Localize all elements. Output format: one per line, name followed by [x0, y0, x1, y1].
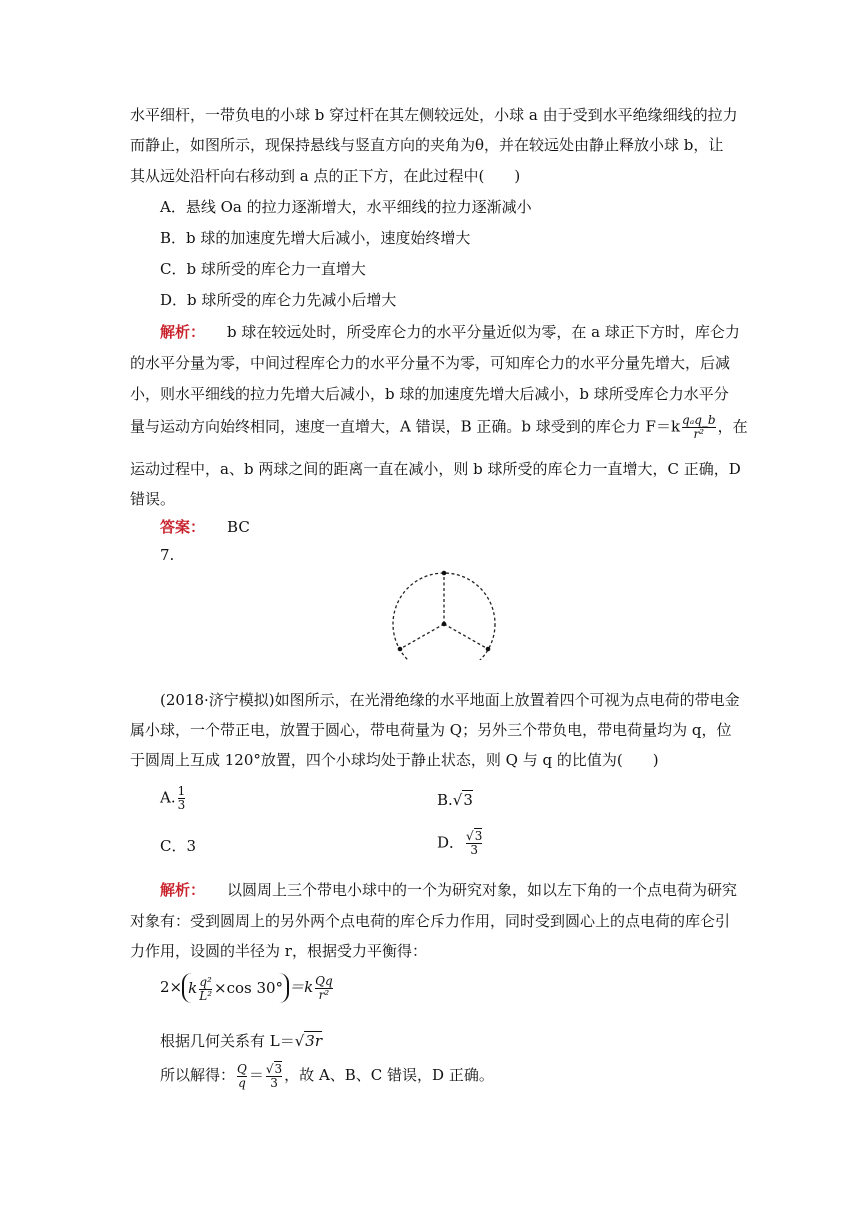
answer-label: 答案： — [160, 518, 206, 536]
eq-cos: ×cos 30° — [214, 979, 284, 997]
q6-option-c: C．b 球所受的库仑力一直增大 — [160, 260, 366, 278]
q7-option-b-value: 3 — [463, 791, 473, 809]
q6-stem-line-3: 其从远处沿杆向右移动到 a 点的正下方，在此过程中( ) — [130, 167, 521, 185]
solve-num-1: Q — [237, 1061, 247, 1076]
coulomb-numerator: qₐq_b — [682, 413, 716, 427]
eq-equals-k: ＝k — [289, 978, 314, 996]
q7-equation — [160, 972, 335, 1003]
solve-suffix: ，故 A、B、C 错误，D 正确。 — [284, 1066, 494, 1084]
q6-analysis-line-6: 错误。 — [130, 490, 176, 508]
charge-circle-diagram — [385, 565, 505, 660]
q6-option-b: B．b 球的加速度先增大后减小，速度始终增大 — [160, 229, 471, 247]
geom-value: 3r — [305, 1032, 323, 1050]
charge-top — [442, 571, 447, 576]
q7-option-a-den: 3 — [177, 798, 186, 812]
eq-k: k — [188, 979, 198, 997]
sqrt-sign-icon: √ — [294, 1032, 305, 1050]
charge-center — [442, 622, 447, 627]
q7-geometry-line — [160, 1031, 322, 1051]
q7-option-b — [437, 790, 473, 810]
q7-option-d-den: 3 — [466, 843, 482, 857]
q7-option-a-fraction — [178, 785, 186, 812]
charge-right — [486, 647, 491, 652]
q7-option-d — [437, 830, 484, 857]
q6-analysis-text-4b: ，在 — [717, 417, 748, 436]
radius-right — [444, 624, 488, 649]
q7-option-d-num: 3 — [474, 829, 483, 843]
q6-stem-line-2: 而静止，如图所示，现保持悬线与竖直方向的夹角为θ，并在较远处由静止释放小球 b，让 — [130, 136, 724, 154]
geom-prefix: 根据几何关系有 L＝ — [160, 1032, 295, 1050]
solve-num-2: 3 — [274, 1061, 283, 1076]
sqrt-sign-icon: √ — [466, 829, 474, 843]
answer-value: BC — [227, 518, 250, 536]
eq-num-2: Qq — [315, 973, 333, 988]
q7-stem-line-2: 属小球，一个带正电，放置于圆心，带电荷量为 Q；另外三个带负电，带电荷量均为 q，位 — [130, 721, 732, 739]
solve-fraction-2 — [266, 1063, 282, 1090]
q7-analysis-line-1 — [160, 880, 737, 900]
q7-stem-line-1: (2018·济宁模拟)如图所示，在光滑绝缘的水平地面上放置着四个可视为点电荷的带电金 — [160, 691, 740, 709]
q6-analysis-line-4 — [130, 414, 748, 441]
q7-option-c: C．3 — [160, 837, 197, 855]
solve-den-2: 3 — [266, 1076, 282, 1090]
eq-den-1: L² — [199, 988, 212, 1003]
analysis-label: 解析： — [160, 323, 206, 341]
q7-option-a — [160, 785, 187, 812]
coulomb-fraction — [682, 414, 716, 441]
q7-analysis-line-2: 对象有：受到圆周上的另外两个点电荷的库仑斥力作用，同时受到圆心上的点电荷的库仑引 — [130, 912, 731, 930]
q6-analysis-line-3: 小，则水平细线的拉力先增大后减小，b 球的加速度先增大后减小，b 球所受库仑力水平分 — [130, 385, 729, 403]
q6-option-d: D．b 球所受的库仑力先减小后增大 — [160, 291, 397, 309]
q7-option-d-num-wrap — [466, 830, 482, 843]
charge-left — [398, 647, 403, 652]
solve-equals: ＝ — [248, 1066, 264, 1084]
coulomb-denominator: r² — [682, 427, 716, 441]
solve-num-2-wrap — [266, 1063, 282, 1076]
q7-stem-line-3: 于圆周上互成 120°放置，四个小球均处于静止状态，则 Q 与 q 的比值为( ) — [130, 751, 659, 769]
analysis-label: 解析： — [160, 881, 206, 899]
eq-prefix: 2× — [160, 978, 183, 996]
eq-bracket — [182, 973, 289, 1003]
q6-analysis-text-1: b 球在较远处时，所受库仑力的水平分量近似为零，在 a 球正下方时，库仑力 — [227, 323, 740, 341]
q6-analysis-text-4a: 量与运动方向始终相同，速度一直增大，A 错误，B 正确。b 球受到的库仑力 F＝k — [130, 417, 681, 436]
sqrt-sign-icon: √ — [265, 1061, 274, 1076]
solve-fraction-1 — [237, 1063, 247, 1090]
q6-answer-line — [160, 517, 250, 537]
q7-option-a-num: 1 — [177, 784, 186, 798]
q7-analysis-text-1: 以圆周上三个带电小球中的一个为研究对象，如以左下角的一个点电荷为研究 — [227, 881, 738, 899]
eq-den-2: r² — [315, 988, 333, 1002]
q7-analysis-line-3: 力作用，设圆的半径为 r，根据受力平衡得： — [130, 942, 427, 960]
eq-fraction-1 — [199, 976, 212, 1003]
q6-option-a: A．悬线 Oa 的拉力逐渐增大，水平细线的拉力逐渐减小 — [160, 198, 532, 216]
q7-number: 7. — [160, 546, 175, 564]
q7-option-b-label: B. — [437, 791, 453, 809]
eq-fraction-2 — [315, 975, 333, 1002]
q7-option-a-label: A. — [160, 788, 176, 807]
q6-analysis-line-1 — [160, 322, 740, 342]
solve-prefix: 所以解得： — [160, 1066, 236, 1084]
q6-analysis-line-2: 的水平分量为零，中间过程库仑力的水平分量不为零，可知库仑力的水平分量先增大，后减 — [130, 354, 731, 372]
q7-solution-line — [160, 1060, 494, 1090]
q6-analysis-line-5: 运动过程中，a、b 两球之间的距离一直在减小，则 b 球所受的库仑力一直增大，C 正确，D — [130, 460, 741, 478]
q6-stem-line-1: 水平细杆，一带负电的小球 b 穿过杆在其左侧较远处，小球 a 由于受到水平绝缘细线的拉力 — [130, 106, 738, 124]
eq-num-1: q² — [199, 974, 212, 989]
radius-left — [400, 624, 444, 649]
solve-den-1: q — [238, 1075, 246, 1090]
q7-option-d-fraction — [466, 830, 482, 857]
q7-option-d-label: D． — [437, 833, 465, 852]
sqrt-sign-icon: √ — [452, 791, 463, 809]
